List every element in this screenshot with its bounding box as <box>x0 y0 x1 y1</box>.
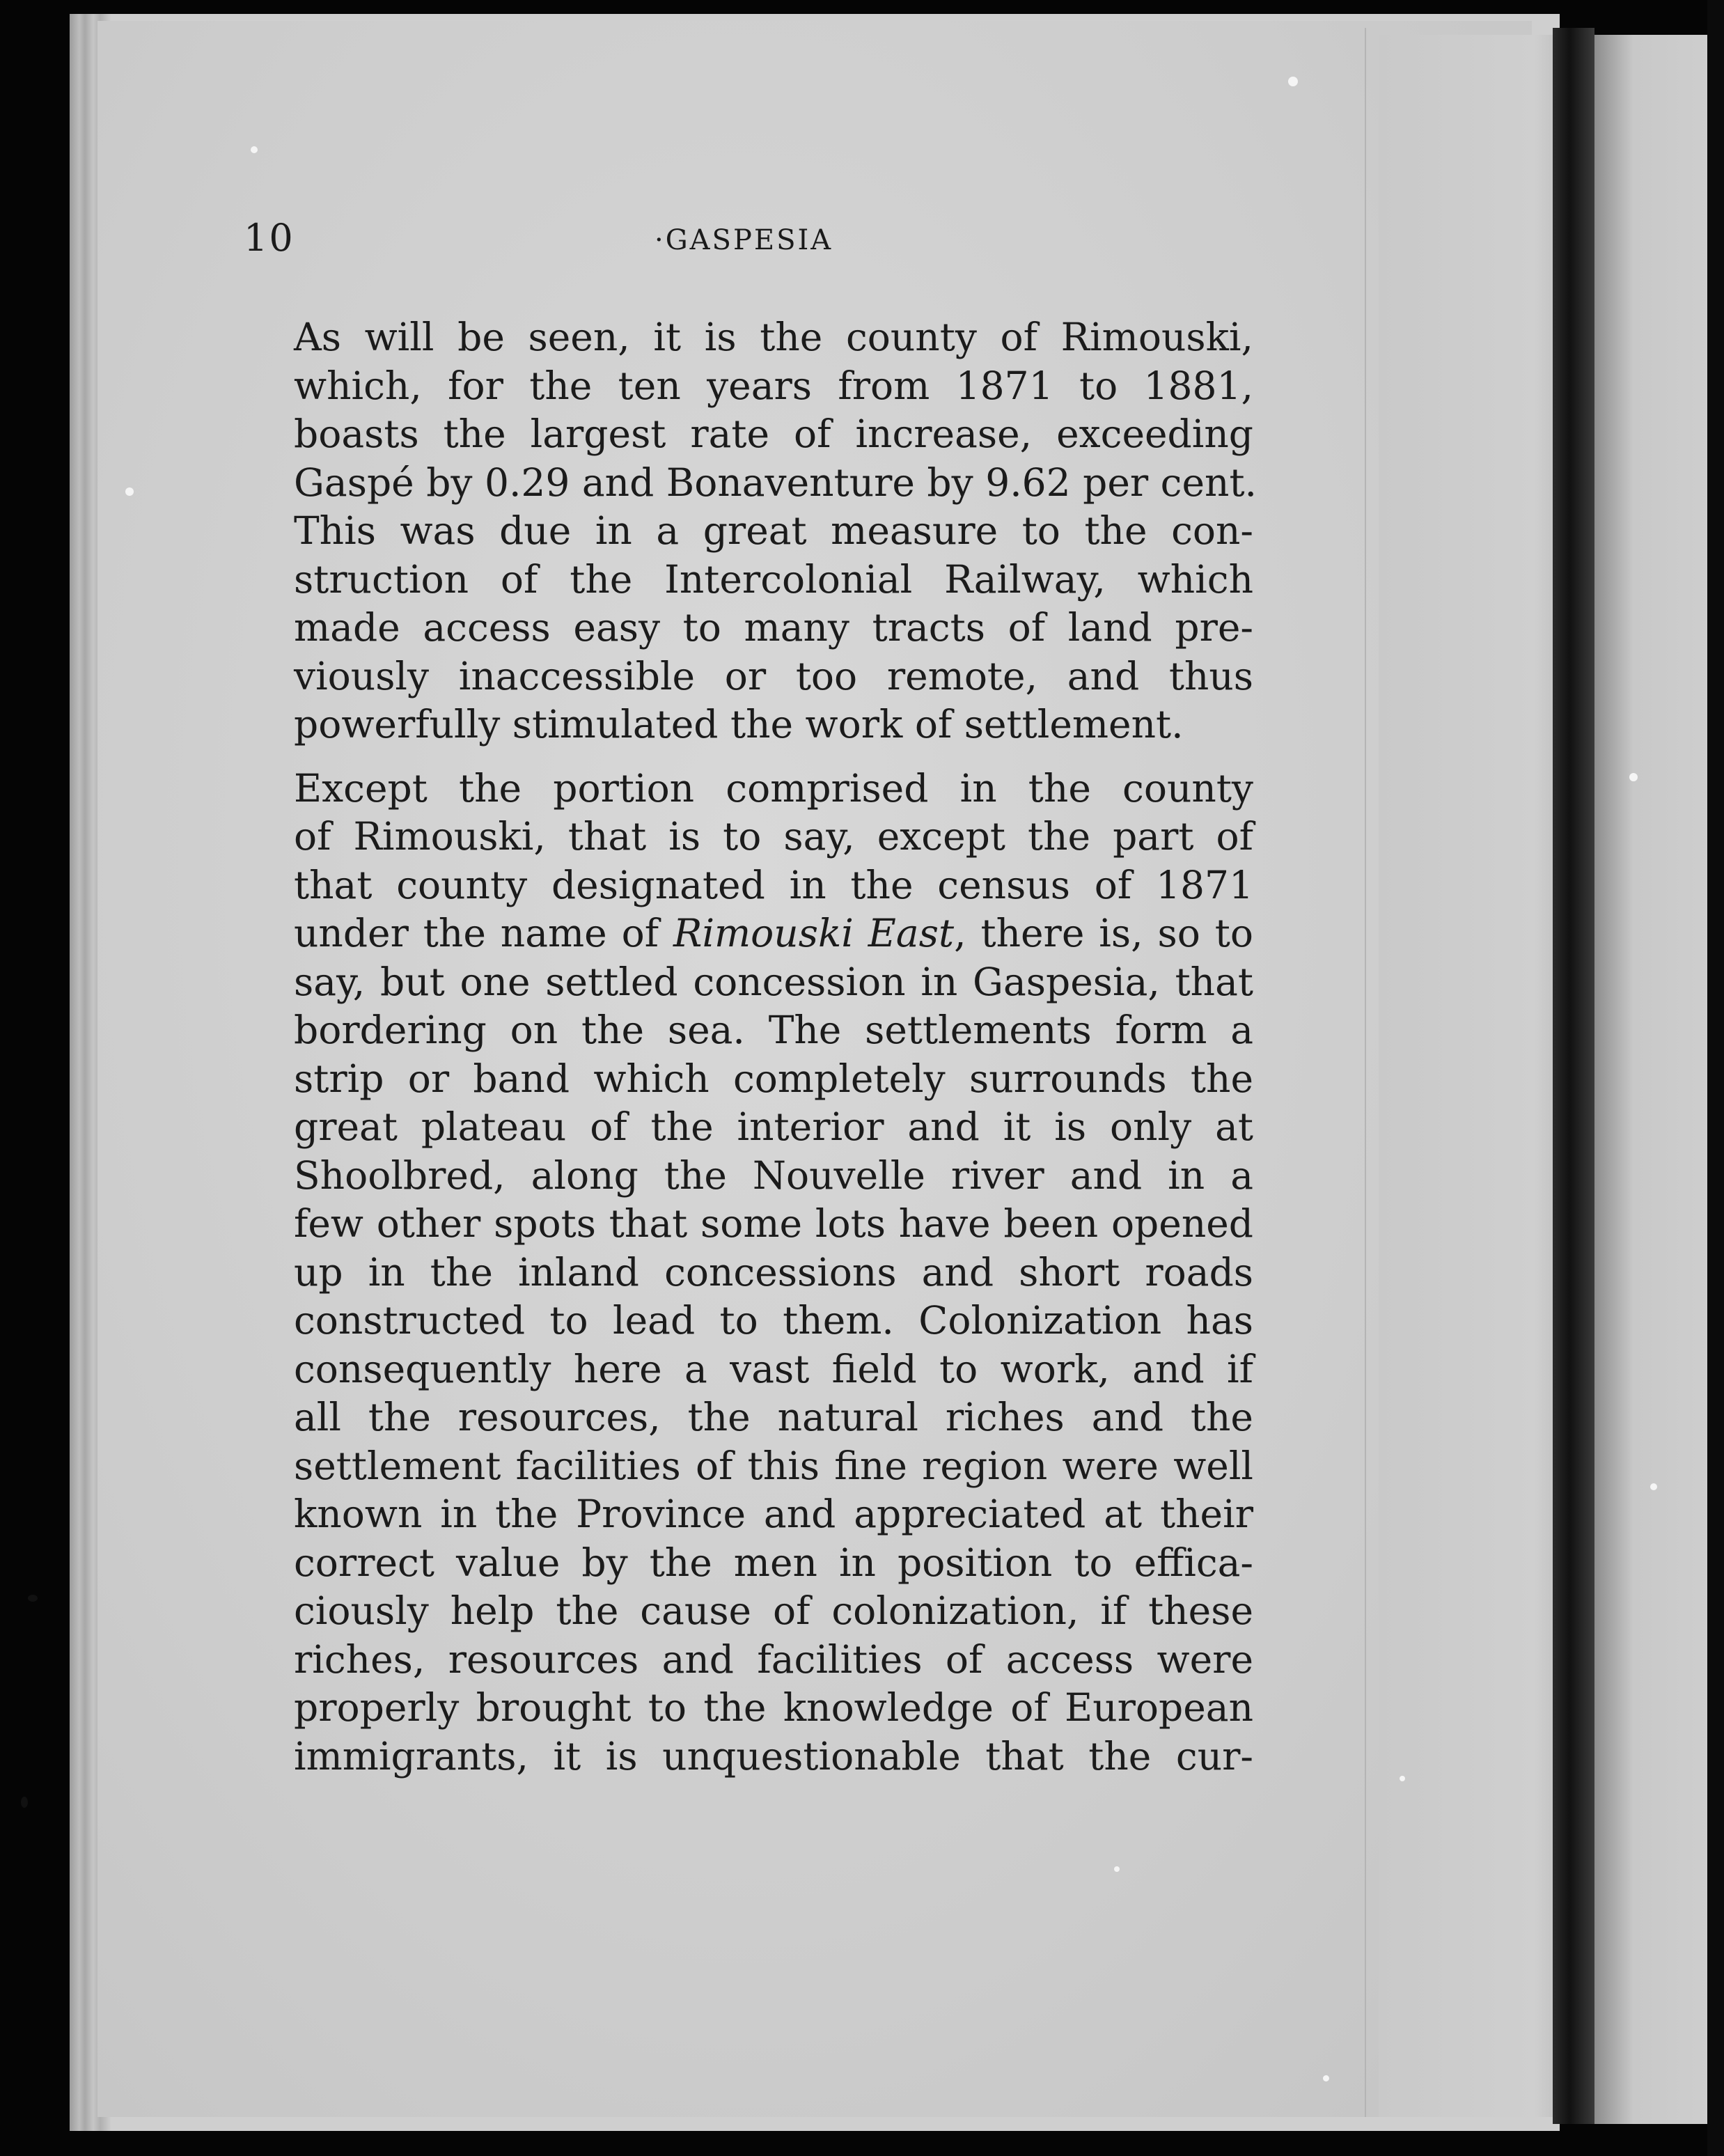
page-header <box>244 216 1267 272</box>
text-line: riches, resources and facilities of access were <box>294 1636 1253 1682</box>
text-line: up in the inland concessions and short roads <box>294 1249 1253 1295</box>
text-line: say, but one settled concession in Gaspesia, that <box>294 959 1253 1004</box>
text-line: ciously help the cause of colonization, if these <box>294 1588 1253 1633</box>
italic-place-name: Rimouski East <box>673 911 955 955</box>
dust-speck <box>1114 1866 1120 1872</box>
dust-speck <box>1629 773 1638 781</box>
text-line: viously inaccessible or too remote, and thus <box>294 653 1253 698</box>
text-line: bordering on the sea. The settlements form a <box>294 1008 1253 1052</box>
book-binding <box>1553 28 1594 2124</box>
text-line: settlement facilities of this fine region were well <box>294 1443 1253 1488</box>
text-line: that county designated in the census of 1871 <box>294 862 1253 907</box>
dust-speck <box>21 1797 28 1808</box>
text-line: known in the Province and appreciated at their <box>294 1492 1253 1536</box>
text-line: consequently here a vast field to work, and if <box>294 1346 1253 1391</box>
dust-speck <box>251 146 258 153</box>
facing-page-margin <box>1379 35 1574 2117</box>
text-line: properly brought to the knowledge of European <box>294 1685 1253 1730</box>
text-line: Gaspé by 0.29 and Bonaventure by 9.62 per cent. <box>294 460 1257 505</box>
text-line: Except the portion comprised in the county <box>294 765 1253 811</box>
text-line: great plateau of the interior and it is only at <box>294 1104 1253 1149</box>
text-line: strip or band which completely surrounds the <box>294 1056 1253 1101</box>
text-line: all the resources, the natural riches and the <box>294 1395 1253 1439</box>
text-line: immigrants, it is unquestionable that the cur- <box>294 1733 1253 1779</box>
text-run: under the name of <box>294 911 674 955</box>
text-run: , there is, so to <box>954 911 1253 955</box>
paragraph-1 <box>244 313 1257 749</box>
text-line-with-italic <box>244 909 1253 958</box>
dust-speck <box>1400 1776 1405 1781</box>
dust-speck <box>1288 77 1298 86</box>
page-edge-line <box>1365 28 1366 2117</box>
text-line: Shoolbred, along the Nouvelle river and in a <box>294 1153 1253 1198</box>
scan-border <box>1707 0 1724 2156</box>
text-line: few other spots that some lots have been opened <box>294 1201 1253 1246</box>
text-line: powerfully stimulated the work of settlement. <box>294 702 1184 747</box>
text-line: constructed to lead to them. Colonization has <box>294 1298 1253 1343</box>
dust-speck <box>28 1595 38 1602</box>
dust-speck <box>1650 1483 1657 1490</box>
dust-speck <box>1323 2075 1329 2081</box>
dust-speck <box>125 487 134 496</box>
text-line: boasts the largest rate of increase, exceeding <box>294 412 1253 456</box>
text-line: As will be seen, it is the county of Rimouski, <box>294 315 1253 359</box>
next-page-edge <box>1594 35 1724 2124</box>
text-line: struction of the Intercolonial Railway, which <box>294 556 1253 602</box>
paragraph-2 <box>244 765 1253 1781</box>
body-text <box>244 313 1257 1781</box>
page-number: 10 <box>244 216 295 260</box>
running-head: ·GASPESIA <box>655 224 833 256</box>
text-line: made access easy to many tracts of land pre- <box>294 605 1253 650</box>
text-line: This was due in a great measure to the con- <box>294 508 1253 553</box>
text-line: correct value by the men in position to effica- <box>294 1540 1253 1585</box>
text-line: which, for the ten years from 1871 to 1881, <box>294 363 1253 408</box>
text-line: of Rimouski, that is to say, except the part of <box>294 814 1253 859</box>
